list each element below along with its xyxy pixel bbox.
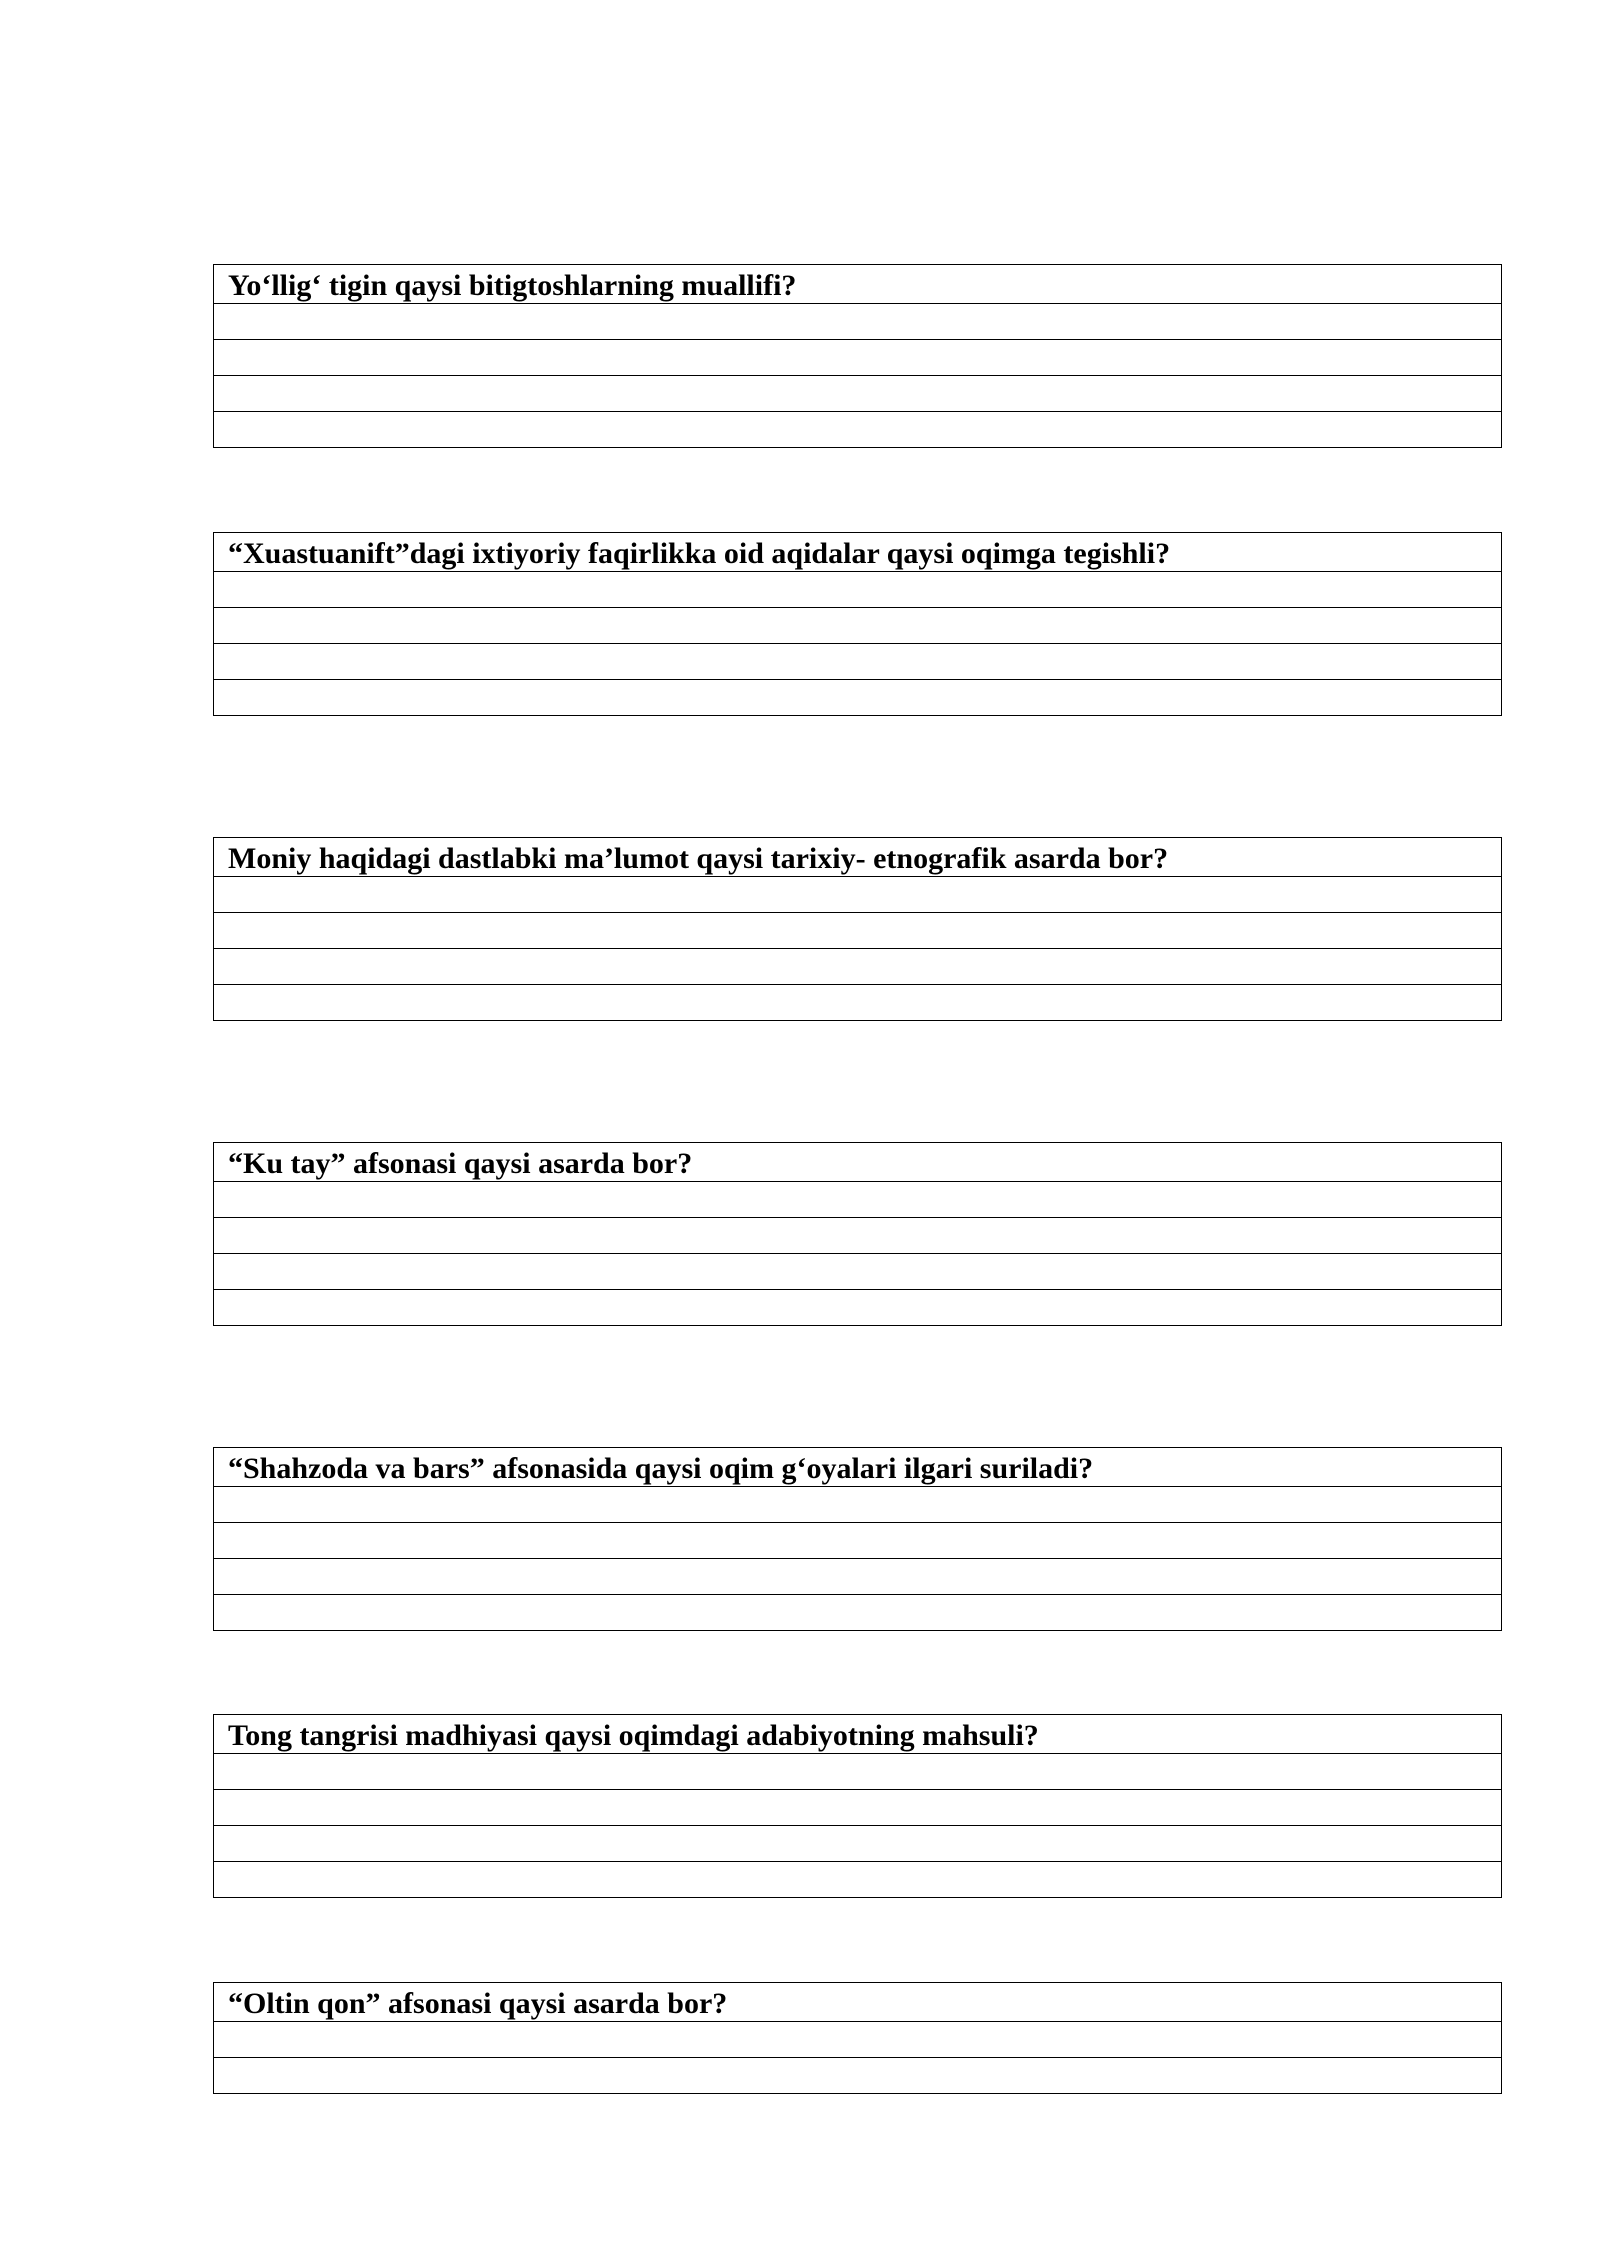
question-text: Tong tangrisi madhiyasi qaysi oqimdagi adabiyotning mahsuli? <box>214 1715 1502 1754</box>
question-table-6 <box>213 1714 1502 1898</box>
answer-cell[interactable] <box>214 877 1502 913</box>
answer-cell[interactable] <box>214 1523 1502 1559</box>
answer-cell[interactable] <box>214 2058 1502 2094</box>
answer-cell[interactable] <box>214 1595 1502 1631</box>
answer-cell[interactable] <box>214 340 1502 376</box>
question-text: “Xuastuanift”dagi ixtiyoriy faqirlikka oid aqidalar qaysi oqimga tegishli? <box>214 533 1502 572</box>
question-text: “Ku tay” afsonasi qaysi asarda bor? <box>214 1143 1502 1182</box>
question-text: Yo‘llig‘ tigin qaysi bitigtoshlarning muallifi? <box>214 265 1502 304</box>
answer-cell[interactable] <box>214 949 1502 985</box>
answer-cell[interactable] <box>214 572 1502 608</box>
answer-cell[interactable] <box>214 644 1502 680</box>
answer-cell[interactable] <box>214 1862 1502 1898</box>
question-table-5 <box>213 1447 1502 1631</box>
answer-cell[interactable] <box>214 376 1502 412</box>
answer-cell[interactable] <box>214 1487 1502 1523</box>
answer-cell[interactable] <box>214 412 1502 448</box>
answer-cell[interactable] <box>214 1559 1502 1595</box>
question-text: “Shahzoda va bars” afsonasida qaysi oqim g‘oyalari ilgari suriladi? <box>214 1448 1502 1487</box>
question-text: Moniy haqidagi dastlabki ma’lumot qaysi tarixiy- etnografik asarda bor? <box>214 838 1502 877</box>
answer-cell[interactable] <box>214 1218 1502 1254</box>
answer-cell[interactable] <box>214 1826 1502 1862</box>
answer-cell[interactable] <box>214 1290 1502 1326</box>
question-table-4 <box>213 1142 1502 1326</box>
answer-cell[interactable] <box>214 1754 1502 1790</box>
answer-cell[interactable] <box>214 608 1502 644</box>
answer-cell[interactable] <box>214 985 1502 1021</box>
answer-cell[interactable] <box>214 1790 1502 1826</box>
answer-cell[interactable] <box>214 913 1502 949</box>
answer-cell[interactable] <box>214 1182 1502 1218</box>
answer-cell[interactable] <box>214 680 1502 716</box>
question-table-7 <box>213 1982 1502 2094</box>
answer-cell[interactable] <box>214 2022 1502 2058</box>
question-text: “Oltin qon” afsonasi qaysi asarda bor? <box>214 1983 1502 2022</box>
question-table-2 <box>213 532 1502 716</box>
answer-cell[interactable] <box>214 304 1502 340</box>
answer-cell[interactable] <box>214 1254 1502 1290</box>
question-table-1 <box>213 264 1502 448</box>
question-table-3 <box>213 837 1502 1021</box>
